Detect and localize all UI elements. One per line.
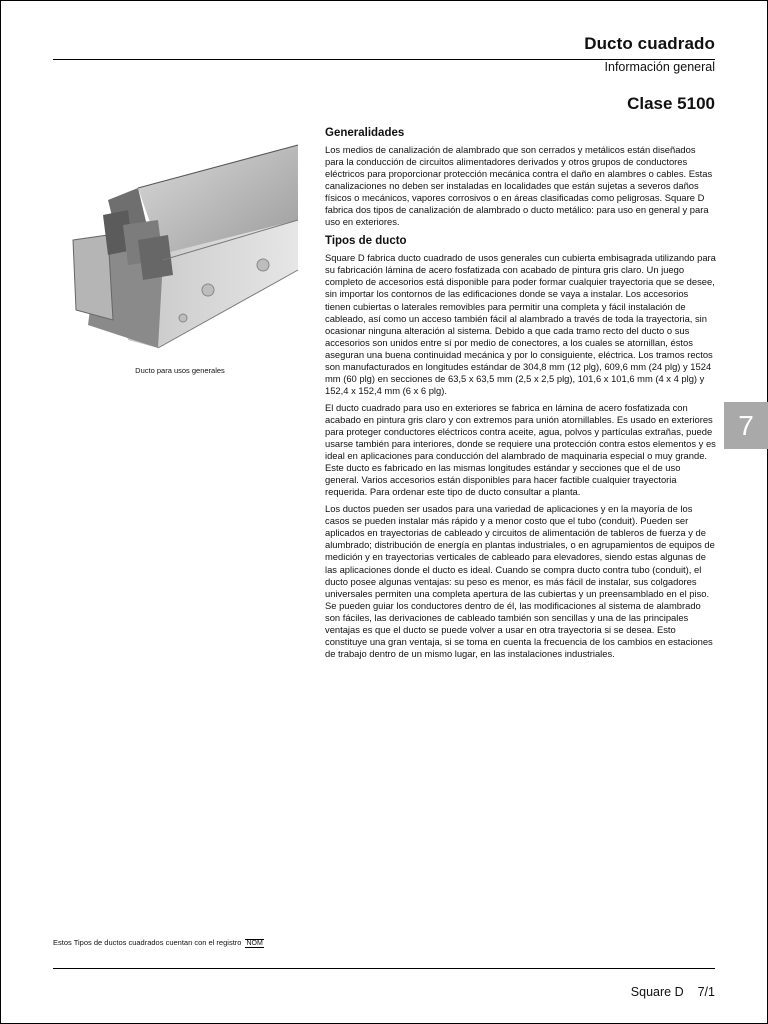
paragraph: El ducto cuadrado para uso en exteriores se fabrica en lámina de acero fosfatizada con acabado en pintura gris claro y con extremos para unión atornillables. Es usado en exteriores para proteger conductores eléctricos contra aceite, agua, polvos y partículas extrañas, puede usarse también para interiores, donde se requiere una protección contra estos elementos y es ideal en aplicaciones para conducción del alambrado de maquinaria especial o muy grande. Este ducto es fabricado en las mismas longitudes estándar y secciones que el de uso general. Varios accesorios están disponibles para hacer factible cualquier trayectoria requerida. Para ordenar este tipo de ducto consultar a planta.: [325, 401, 716, 498]
paragraph: Los medios de canalización de alambrado que son cerrados y metálicos están diseñados para la conducción de circuitos alimentadores derivados y otros grupos de conductores eléctricos para proporcionar protección mecánica contra el daño en alambres o cables. Estas canalizaciones no deben ser instaladas en localidades que están sujetas a severos daños físicos o mecánicos, vapores corrosivos o en áreas clasificadas como peligrosas. Square D fabrica dos tipos de canalización de alambrado o ducto metálico: para uso en general y para uso en exteriores.: [325, 144, 713, 228]
page-title: Ducto cuadrado: [584, 34, 715, 53]
footnote: [53, 938, 264, 948]
duct-photo: [68, 140, 300, 358]
paragraph: Square D fabrica ducto cuadrado de usos generales cun cubierta embisagrada utilizando para su fabricación lámina de acero fosfatizada con acabado de pintura gris claro. Un juego completo de accesorios está disponible para poder formar cualquier trayectoria que se desee, sin importar los contornos de las edificaciones donde se vaya a instalar. Los accesorios tienen cubiertas o laterales removibles para permitir una completa y fácil instalación de cableado, así como un acceso también fácil al alambrado a través de toda la trayectoria, sin ocasionar ninguna alteración al sistema. Debido a que cada tramo recto del ducto o sus accesorios son unidos entre sí por medio de conectores, a los cuales se atornillan, éstos aseguran una buena continuidad mecánica y por lo consiguiente, eléctrica. Los tramos rectos son manufacturados en longitudes estándar de 304,8 mm (12 plg), 609,6 mm (24 plg) y 1524 mm (60 plg) en secciones de 63,5 x 63,5 mm (2,5 x 2,5 plg), 101,6 x 101,6 mm (4 x 4 plg) y 152,4 x 152,4 mm (6 x 6 plg).: [325, 252, 716, 396]
page-number: 7/1: [697, 985, 715, 999]
page-subtitle: Información general: [604, 60, 715, 74]
section-heading-generalidades: Generalidades: [325, 127, 405, 139]
page-footer: [631, 985, 715, 999]
main-text: [325, 126, 716, 665]
chapter-tab: 7: [724, 402, 768, 449]
class-label: Clase 5100: [627, 94, 715, 113]
footnote-text: Estos Tipos de ductos cuadrados cuentan con el registro: [53, 938, 242, 947]
paragraph: Los ductos pueden ser usados para una variedad de aplicaciones y en la mayoría de los casos se pueden instalar más rápido y a menor costo que el tubo (conduit). Pueden ser aplicados en trayectorias de cableado y circuitos de alimentación de tableros de fuerza y de alumbrado; distribución de energía en plantas industriales, o en agrupamientos de equipos de medición y en trayectorias verticales de cableado para elevadores, siendo estas algunas de las aplicaciones donde el ducto es ideal. Cuando se compra ducto contra tubo (conduit), el ducto posee algunas ventajas: su peso es menor, es más fácil de instalar, sus colgadores universales permiten una completa apertura de las cubiertas y un preensamblado en el piso. Se pueden guiar los conductores dentro de él, las modificaciones al sistema de alambrado son fáciles, las derivaciones de cableado también son sencillas y una de las principales ventajas es que el ducto se puede volver a usar en otra trayectoria si se desea. Esto constituye una gran ventaja, si se toma en cuenta la frecuencia de los cambios en estaciones de trabajo dentro de un mismo lugar, en las instalaciones industriales.: [325, 503, 715, 659]
photo-caption: Ducto para usos generales: [135, 366, 225, 375]
section-heading-tipos-de-ducto: Tipos de ducto: [325, 235, 407, 248]
footer-brand: Square D: [630, 985, 684, 999]
footer-rule: [53, 968, 715, 969]
nom-mark: NOM: [246, 940, 263, 947]
